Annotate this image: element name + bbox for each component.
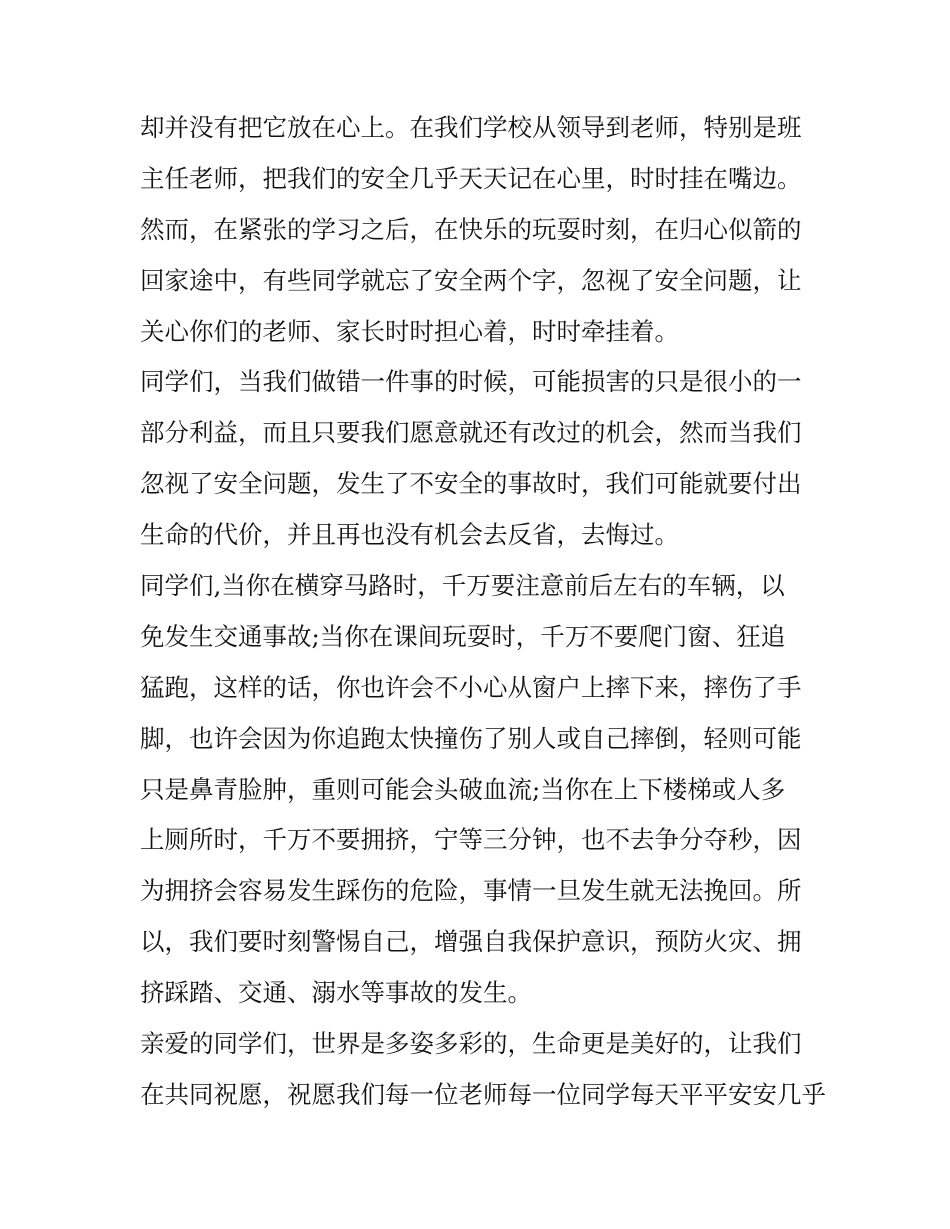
text-line: 脚，也许会因为你追跑太快撞伤了别人或自己摔倒，轻则可能	[140, 723, 802, 753]
text-line: 上厕所时，千万不要拥挤，宁等三分钟，也不去争分夺秒，因	[140, 825, 802, 855]
text-line: 在共同祝愿，祝愿我们每一位老师每一位同学每天平平安安几乎	[140, 1079, 826, 1109]
text-line: 然而，在紧张的学习之后，在快乐的玩耍时刻，在归心似箭的	[140, 214, 802, 244]
text-line: 关心你们的老师、家长时时担心着，时时牵挂着。	[140, 316, 679, 346]
text-line: 挤踩踏、交通、溺水等事故的发生。	[140, 978, 532, 1008]
text-line: 猛跑，这样的话，你也许会不小心从窗户上摔下来，摔伤了手	[140, 672, 802, 702]
text-line: 以，我们要时刻警惕自己，增强自我保护意识，预防火灾、拥	[140, 927, 802, 957]
text-line: 回家途中，有些同学就忘了安全两个字，忽视了安全问题，让	[140, 265, 802, 295]
text-line: 部分利益，而且只要我们愿意就还有改过的机会，然而当我们	[140, 418, 802, 448]
text-line: 主任老师，把我们的安全几乎天天记在心里，时时挂在嘴边。	[140, 163, 802, 193]
text-line: 亲爱的同学们，世界是多姿多彩的，生命更是美好的，让我们	[140, 1029, 802, 1059]
text-line: 生命的代价，并且再也没有机会去反省，去悔过。	[140, 520, 679, 550]
text-line: 忽视了安全问题，发生了不安全的事故时，我们可能就要付出	[140, 469, 802, 499]
text-line: 却并没有把它放在心上。在我们学校从领导到老师，特别是班	[140, 113, 802, 142]
document-body	[140, 103, 826, 1121]
text-line: 为拥挤会容易发生踩伤的危险，事情一旦发生就无法挽回。所	[140, 876, 802, 906]
text-line: 只是鼻青脸肿，重则可能会头破血流;当你在上下楼梯或人多	[140, 774, 786, 804]
text-line: 同学们，当我们做错一件事的时候，可能损害的只是很小的一	[140, 367, 802, 397]
text-line: 免发生交通事故;当你在课间玩耍时，千万不要爬门窗、狂追	[140, 621, 786, 651]
text-line: 同学们,当你在横穿马路时，千万要注意前后左右的车辆，以	[140, 571, 785, 601]
